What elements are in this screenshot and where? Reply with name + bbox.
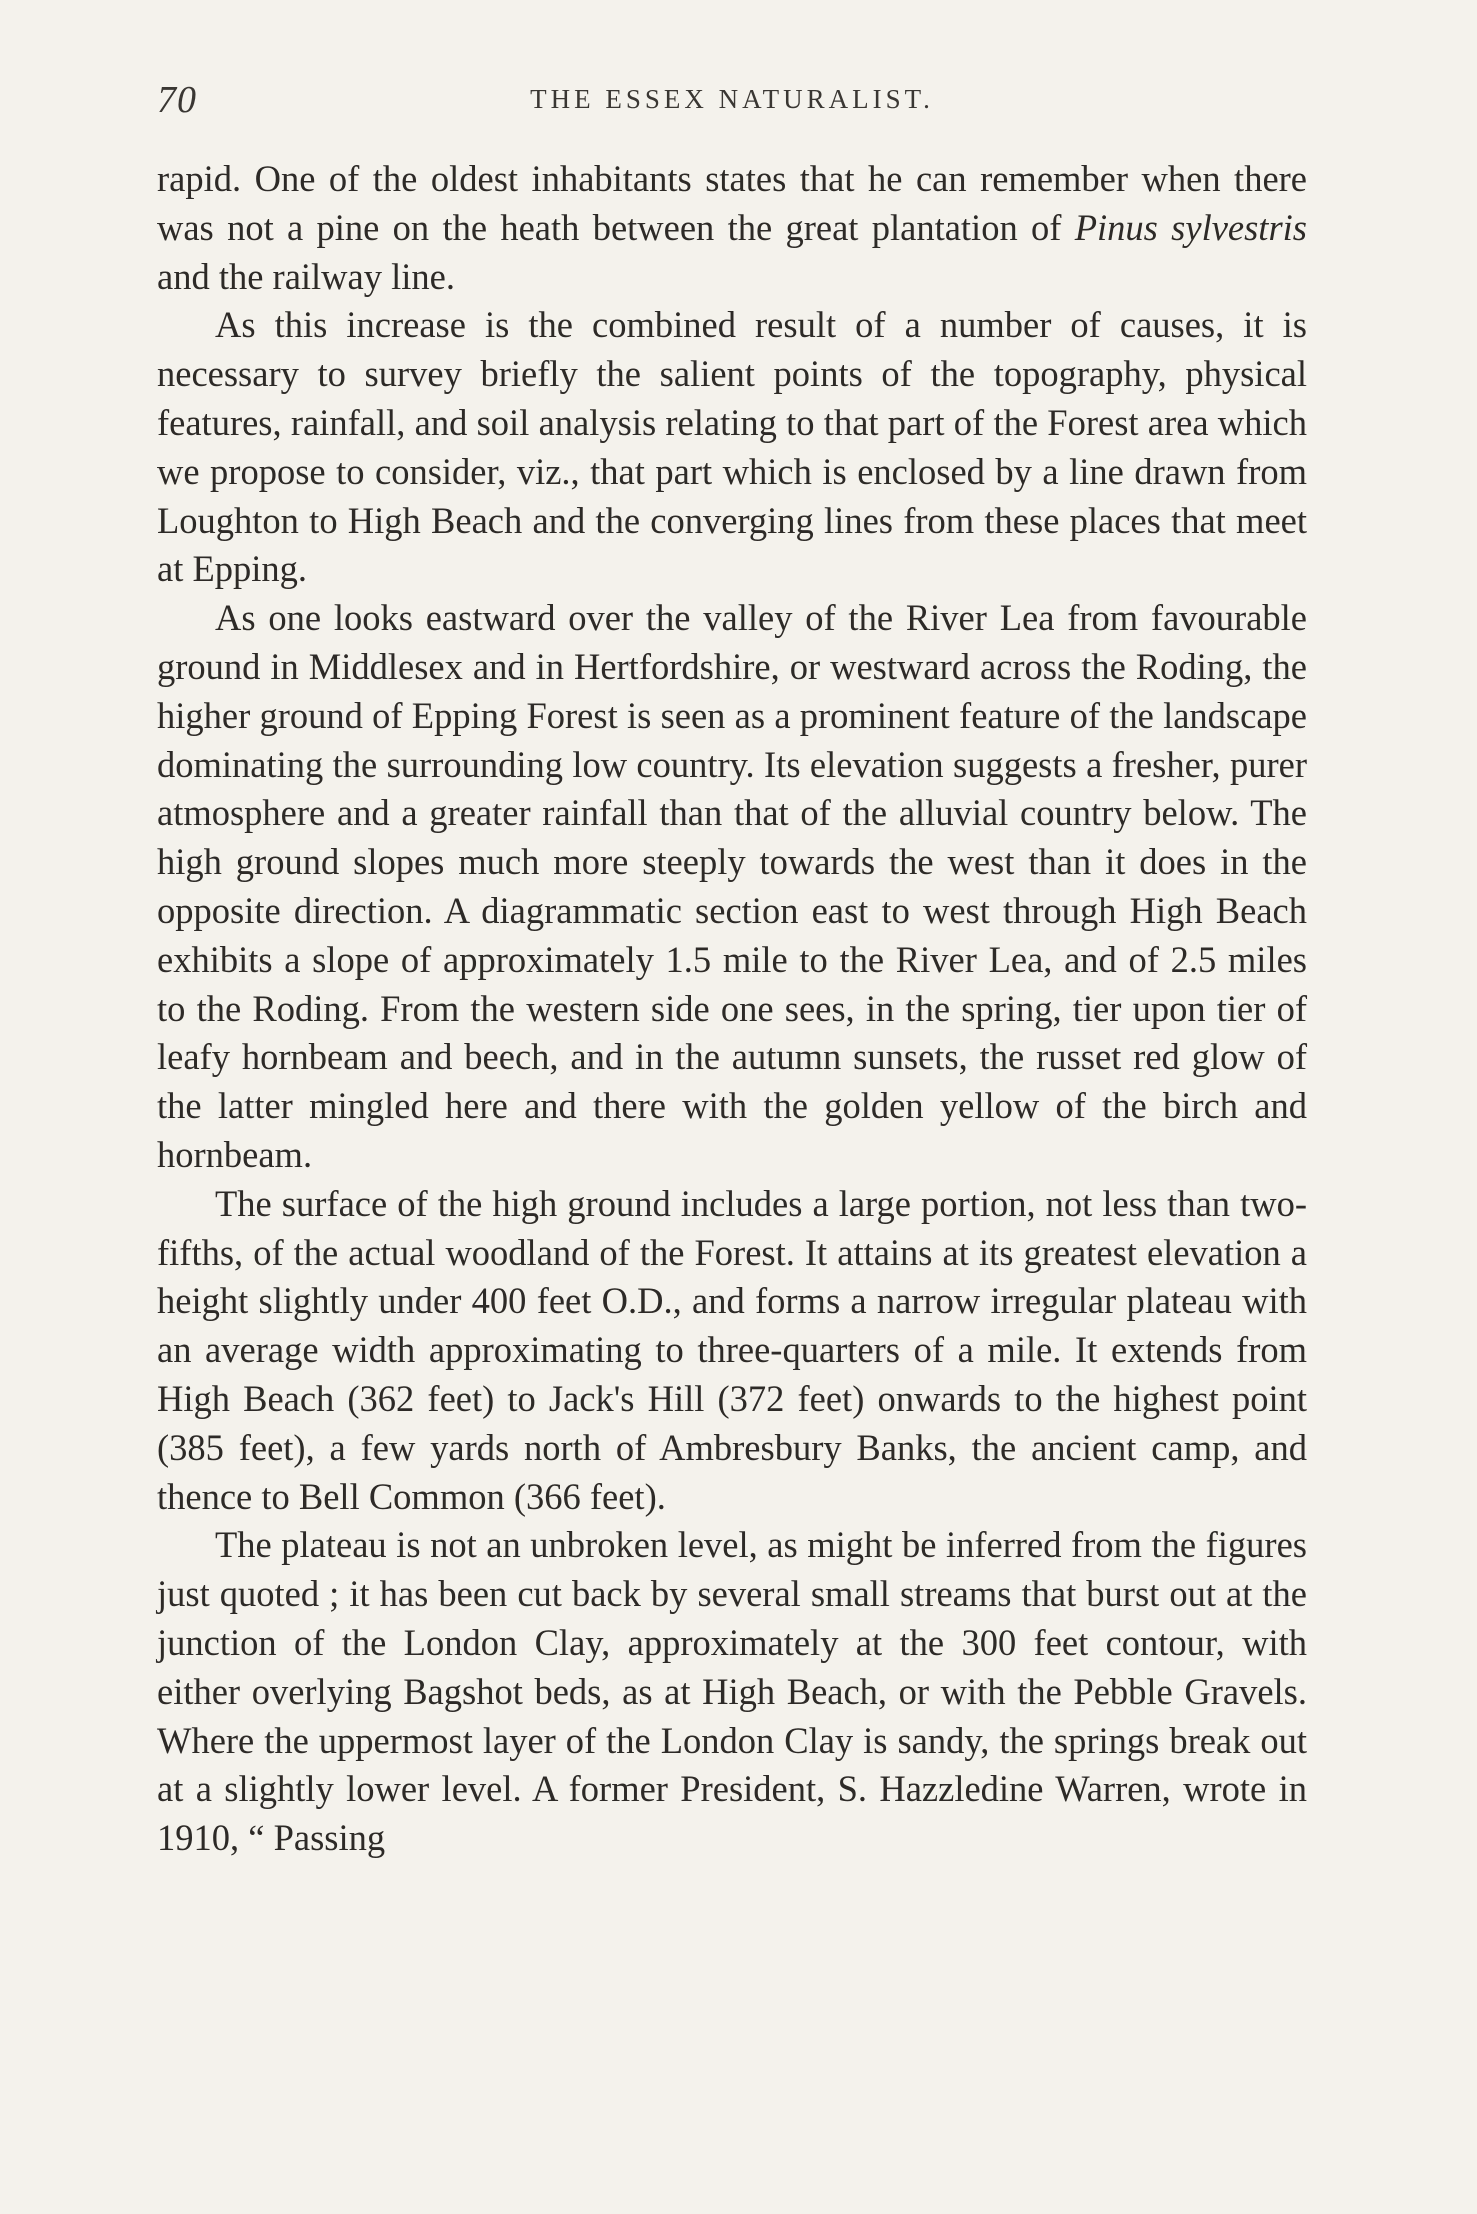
page-header xyxy=(157,78,1307,128)
paragraph-1-text-start: rapid. One of the oldest inhabitants states that he can remember when there was not a pine on the heath between the great plantation of xyxy=(157,158,1307,248)
paragraph-1-text-end: and the railway line. xyxy=(157,255,455,297)
page-number: 70 xyxy=(157,79,197,121)
paragraph-1 xyxy=(157,155,1307,301)
paragraph-5: The plateau is not an unbroken level, as might be inferred from the figures just quoted ; it has been cut back by several small streams that burst out at the junction of the London Clay, approximately at the 300 feet contour, with either overlying Bagshot beds, as at High Beach, or with the Pebble Gravels. Where the uppermost layer of the London Clay is sandy, the springs break out at a slightly lower level. A former President, S. Hazzledine Warren, wrote in 1910, “ Passing xyxy=(157,1524,1307,1859)
paragraph-3: As one looks eastward over the valley of the River Lea from favourable ground in Middlesex and in Hertfordshire, or westward across the Roding, the higher ground of Epping Forest is seen as a prominent feature of the landscape dominating the surrounding low country. Its elevation suggests a fresher, purer atmosphere and a greater rainfall than that of the alluvial country below. The high ground slopes much more steeply towards the west than it does in the opposite direction. A diagrammatic section east to west through High Beach exhibits a slope of approximately 1.5 mile to the River Lea, and of 2.5 miles to the Roding. From the western side one sees, in the spring, tier upon tier of leafy hornbeam and beech, and in the autumn sunsets, the russet red glow of the latter mingled here and there with the golden yellow of the birch and hornbeam. xyxy=(157,597,1307,1175)
species-name-italic: Pinus sylvestris xyxy=(1074,206,1308,248)
paragraph-2: As this increase is the combined result of a number of causes, it is necessary to survey briefly the salient points of the topography, physical features, rainfall, and soil analysis relating to that part of the Forest area which we propose to consider, viz., that part which is enclosed by a line drawn from Loughton to High Beach and the converging lines from these places that meet at Epping. xyxy=(157,304,1307,590)
paragraph-4: The surface of the high ground includes a large portion, not less than two-fifths, of the actual woodland of the Forest. It attains at its greatest elevation a height slightly under 400 feet O.D., and forms a narrow irregular plateau with an average width approximating to three-quarters of a mile. It extends from High Beach (362 feet) to Jack's Hill (372 feet) onwards to the highest point (385 feet), a few yards north of Ambresbury Banks, the ancient camp, and thence to Bell Common (366 feet). xyxy=(157,1182,1307,1517)
running-title: THE ESSEX NATURALIST. xyxy=(530,84,934,114)
body-text xyxy=(157,155,1307,1863)
